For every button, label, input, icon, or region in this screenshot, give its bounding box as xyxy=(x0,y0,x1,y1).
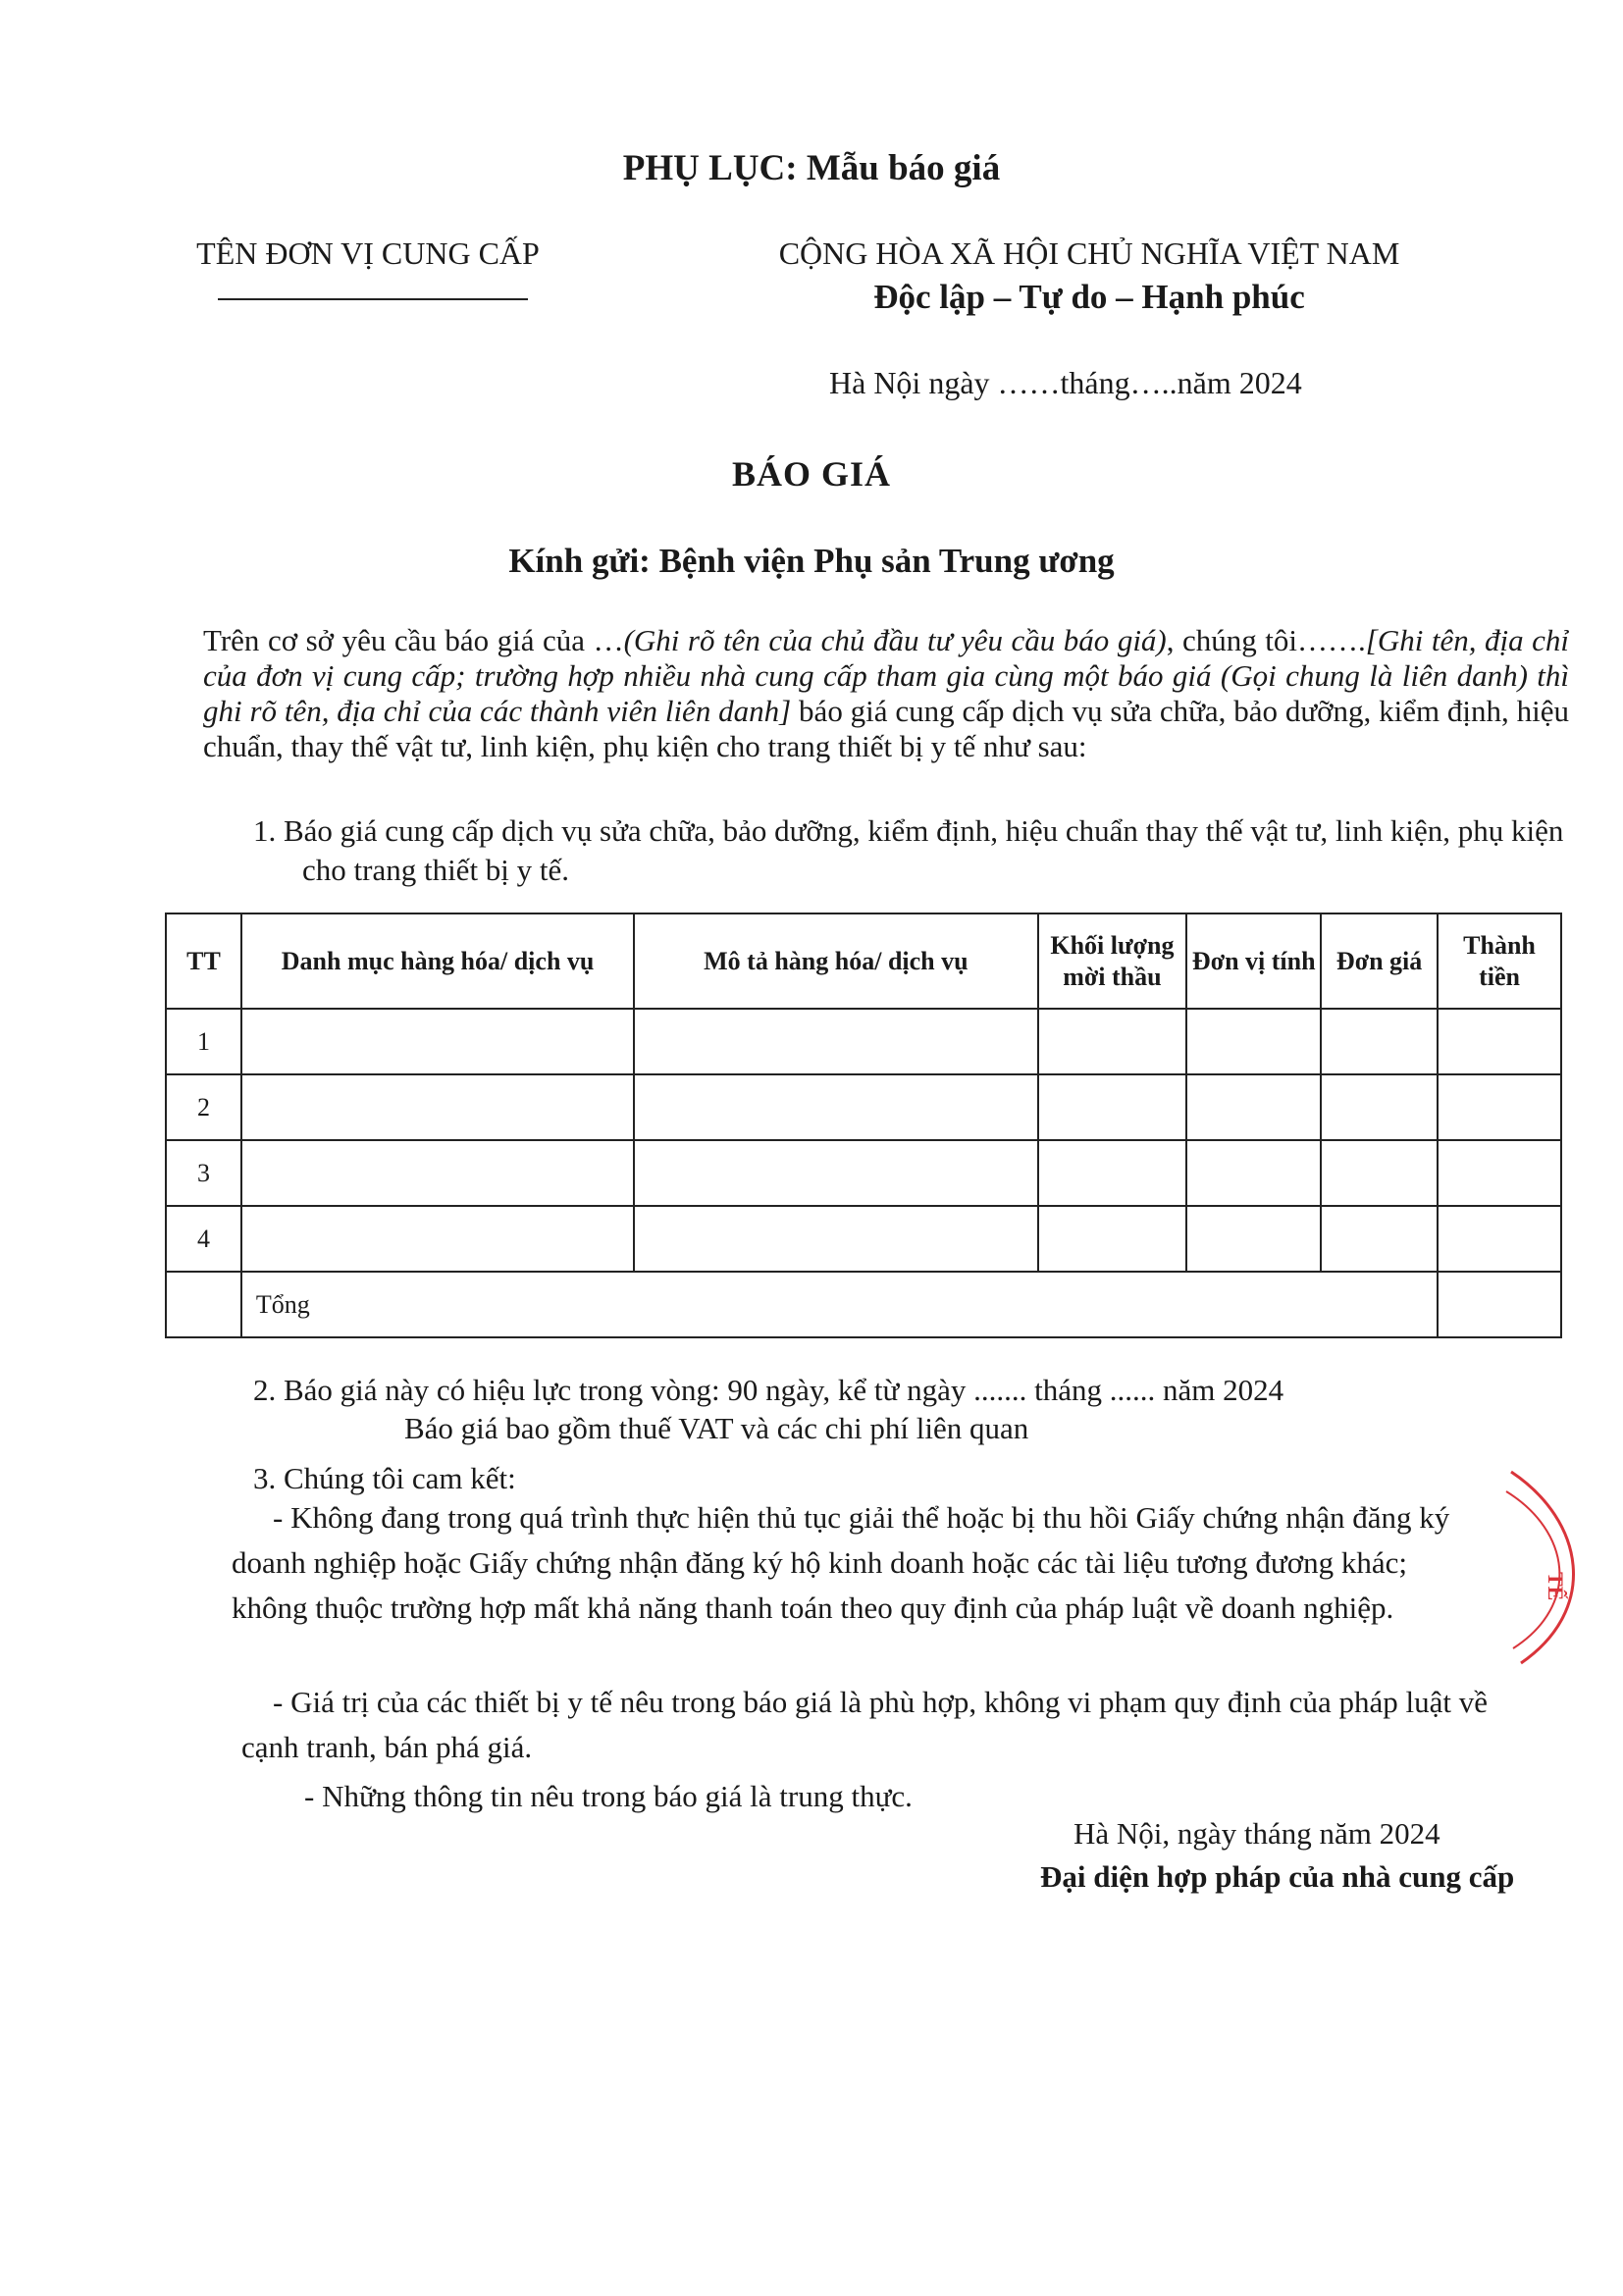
cell-description[interactable] xyxy=(634,1074,1037,1140)
cell-category[interactable] xyxy=(241,1140,634,1206)
total-label: Tổng xyxy=(241,1272,1438,1337)
intro-text-1: Trên cơ sở yêu cầu báo giá của … xyxy=(203,623,624,657)
cell-unit[interactable] xyxy=(1186,1009,1321,1074)
cell-quantity[interactable] xyxy=(1038,1140,1187,1206)
cell-unit-price[interactable] xyxy=(1321,1074,1438,1140)
stamp-text: TẾ xyxy=(1544,1572,1568,1601)
cell-description[interactable] xyxy=(634,1009,1037,1074)
cell-unit[interactable] xyxy=(1186,1074,1321,1140)
nation-name: CỘNG HÒA XÃ HỘI CHỦ NGHĨA VIỆT NAM xyxy=(778,235,1400,271)
recipient-line: Kính gửi: Bệnh viện Phụ sản Trung ương xyxy=(508,542,1115,580)
stamp-arc-inner xyxy=(1506,1491,1559,1648)
cell-amount[interactable] xyxy=(1438,1009,1561,1074)
red-stamp-fragment xyxy=(1492,1462,1599,1668)
table-row xyxy=(166,1009,1561,1074)
cell-unit-price[interactable] xyxy=(1321,1206,1438,1272)
list-item-1: 1. Báo giá cung cấp dịch vụ sửa chữa, bảo dưỡng, kiểm định, hiệu chuẩn thay thế vật tư, linh kiện, phụ kiện cho trang thiết bị y tế. xyxy=(253,813,1564,887)
commitment-3: - Những thông tin nêu trong báo giá là trung thực. xyxy=(304,1779,913,1813)
row-number: 4 xyxy=(166,1206,241,1272)
cell-unit[interactable] xyxy=(1186,1206,1321,1272)
appendix-title: PHỤ LỤC: Mẫu báo giá xyxy=(622,148,1001,188)
cell-quantity[interactable] xyxy=(1038,1009,1187,1074)
cell-amount[interactable] xyxy=(1438,1206,1561,1272)
document-title: BÁO GIÁ xyxy=(731,454,892,494)
cell-amount[interactable] xyxy=(1438,1074,1561,1140)
cell-category[interactable] xyxy=(241,1206,634,1272)
total-empty-cell xyxy=(166,1272,241,1337)
supplier-name: TÊN ĐƠN VỊ CUNG CẤP xyxy=(196,235,540,271)
total-amount-cell[interactable] xyxy=(1438,1272,1561,1337)
supplier-underline xyxy=(218,298,528,300)
header-category: Danh mục hàng hóa/ dịch vụ xyxy=(241,913,634,1009)
cell-description[interactable] xyxy=(634,1140,1037,1206)
commitment-1: - Không đang trong quá trình thực hiện thủ tục giải thể hoặc bị thu hồi Giấy chứng nhận đăng ký doanh nghiệp hoặc Giấy chứng nhận đăng ký hộ kinh doanh hoặc các tài liệu tương đương khác; không thuộc trường hợp mất khả năng thanh toán theo quy định của pháp luật về doanh nghiệp. xyxy=(232,1500,1450,1625)
table-total-row xyxy=(166,1272,1561,1337)
commitment-2: - Giá trị của các thiết bị y tế nêu trong báo giá là phù hợp, không vi phạm quy định của pháp luật về cạnh tranh, bán phá giá. xyxy=(241,1685,1488,1764)
cell-unit-price[interactable] xyxy=(1321,1140,1438,1206)
row-number: 1 xyxy=(166,1009,241,1074)
table-row xyxy=(166,1074,1561,1140)
intro-paragraph xyxy=(203,623,1569,764)
header-amount: Thành tiền xyxy=(1438,913,1561,1009)
cell-quantity[interactable] xyxy=(1038,1074,1187,1140)
cell-unit[interactable] xyxy=(1186,1140,1321,1206)
vat-note: Báo giá bao gồm thuế VAT và các chi phí liên quan xyxy=(404,1411,1029,1445)
header-quantity: Khối lượng mời thầu xyxy=(1038,913,1187,1009)
intro-text-3: báo giá cung cấp dịch vụ sửa chữa, bảo dưỡng, kiểm định, hiệu chuẩn, thay thế vật tư, linh kiện, phụ kiện cho trang thiết bị y tế như sau: xyxy=(203,694,1569,763)
signature-role: Đại diện hợp pháp của nhà cung cấp xyxy=(1040,1859,1515,1894)
table-header-row xyxy=(166,913,1561,1009)
intro-placeholder-supplier: [Ghi tên, địa chỉ của đơn vị cung cấp; trường hợp nhiều nhà cung cấp tham gia cùng một báo giá (Gọi chung là liên danh) thì ghi rõ tên, địa chỉ của các thành viên liên danh] xyxy=(203,623,1569,728)
cell-quantity[interactable] xyxy=(1038,1206,1187,1272)
row-number: 2 xyxy=(166,1074,241,1140)
quote-table xyxy=(165,913,1562,1338)
header-unit-price: Đơn giá xyxy=(1321,913,1438,1009)
header-unit: Đơn vị tính xyxy=(1186,913,1321,1009)
list-item-3: 3. Chúng tôi cam kết: xyxy=(253,1461,516,1495)
header-description: Mô tả hàng hóa/ dịch vụ xyxy=(634,913,1037,1009)
cell-category[interactable] xyxy=(241,1009,634,1074)
table-row xyxy=(166,1140,1561,1206)
cell-description[interactable] xyxy=(634,1206,1037,1272)
header-date-line: Hà Nội ngày ……tháng…..năm 2024 xyxy=(829,365,1302,400)
intro-text-2: , chúng tôi……. xyxy=(1166,623,1366,657)
cell-unit-price[interactable] xyxy=(1321,1009,1438,1074)
intro-placeholder-investor: (Ghi rõ tên của chủ đầu tư yêu cầu báo giá) xyxy=(623,623,1167,657)
cell-amount[interactable] xyxy=(1438,1140,1561,1206)
cell-category[interactable] xyxy=(241,1074,634,1140)
national-motto: Độc lập – Tự do – Hạnh phúc xyxy=(873,278,1305,316)
list-item-2: 2. Báo giá này có hiệu lực trong vòng: 90 ngày, kể từ ngày ....... tháng ...... năm 2024 xyxy=(253,1373,1284,1407)
header-tt: TT xyxy=(166,913,241,1009)
row-number: 3 xyxy=(166,1140,241,1206)
signature-date: Hà Nội, ngày tháng năm 2024 xyxy=(1073,1816,1440,1851)
table-row xyxy=(166,1206,1561,1272)
